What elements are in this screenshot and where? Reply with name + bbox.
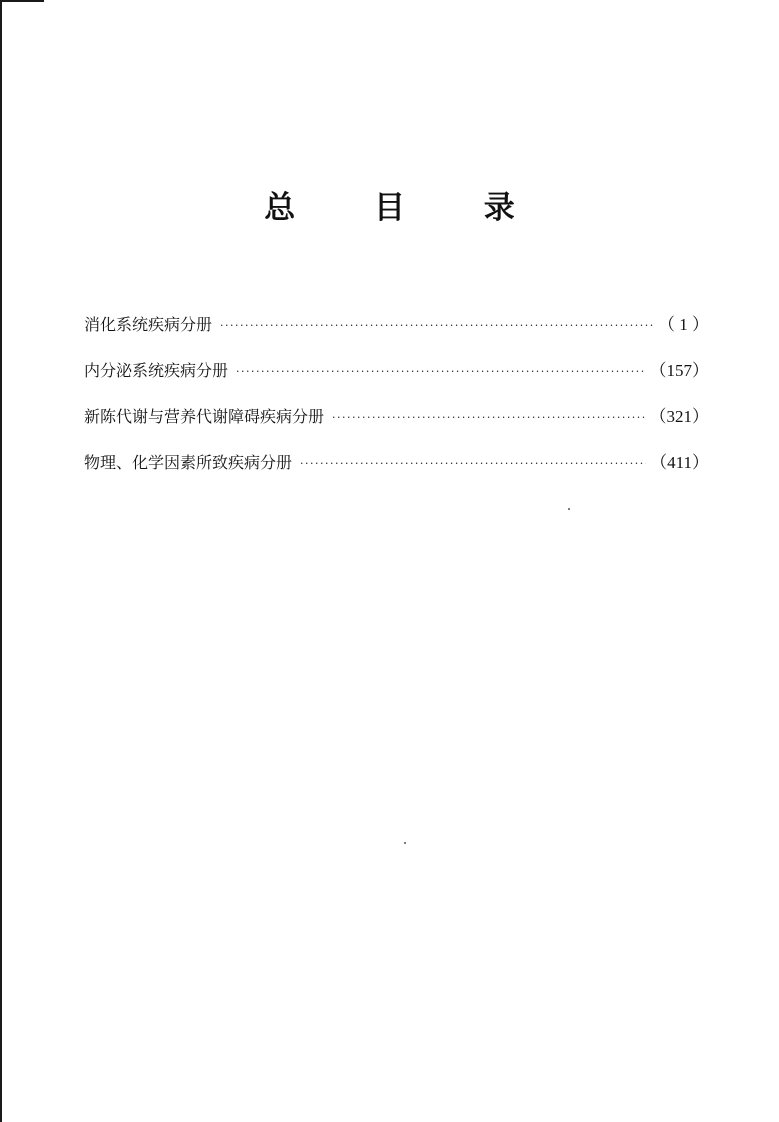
toc-entry-title: 消化系统疾病分册	[84, 315, 213, 334]
toc-leader-dots	[332, 407, 645, 429]
toc-leader-dots	[236, 361, 645, 383]
scan-edge-left	[0, 0, 2, 1122]
toc-entry[interactable]	[84, 348, 709, 394]
toc-entry-page: （321）	[649, 407, 709, 426]
toc-entry-page: （157）	[649, 361, 709, 380]
toc-leader-dots	[300, 453, 646, 475]
toc-entry[interactable]	[84, 302, 709, 348]
scan-edge-top	[0, 0, 44, 2]
page-title: 总 目 录	[264, 190, 549, 226]
scan-speck	[568, 508, 570, 510]
toc-entry[interactable]	[84, 394, 709, 440]
toc-entry-title: 物理、化学因素所致疾病分册	[84, 453, 293, 472]
toc-leader-dots	[220, 315, 654, 337]
toc-entry-title: 新陈代谢与营养代谢障碍疾病分册	[84, 407, 325, 426]
toc-entry-title: 内分泌系统疾病分册	[84, 361, 229, 380]
table-of-contents	[84, 302, 709, 486]
scan-speck	[404, 842, 406, 844]
toc-entry-page: （411）	[650, 453, 709, 472]
toc-entry-page: （ 1 ）	[658, 315, 709, 334]
toc-entry[interactable]	[84, 440, 709, 486]
